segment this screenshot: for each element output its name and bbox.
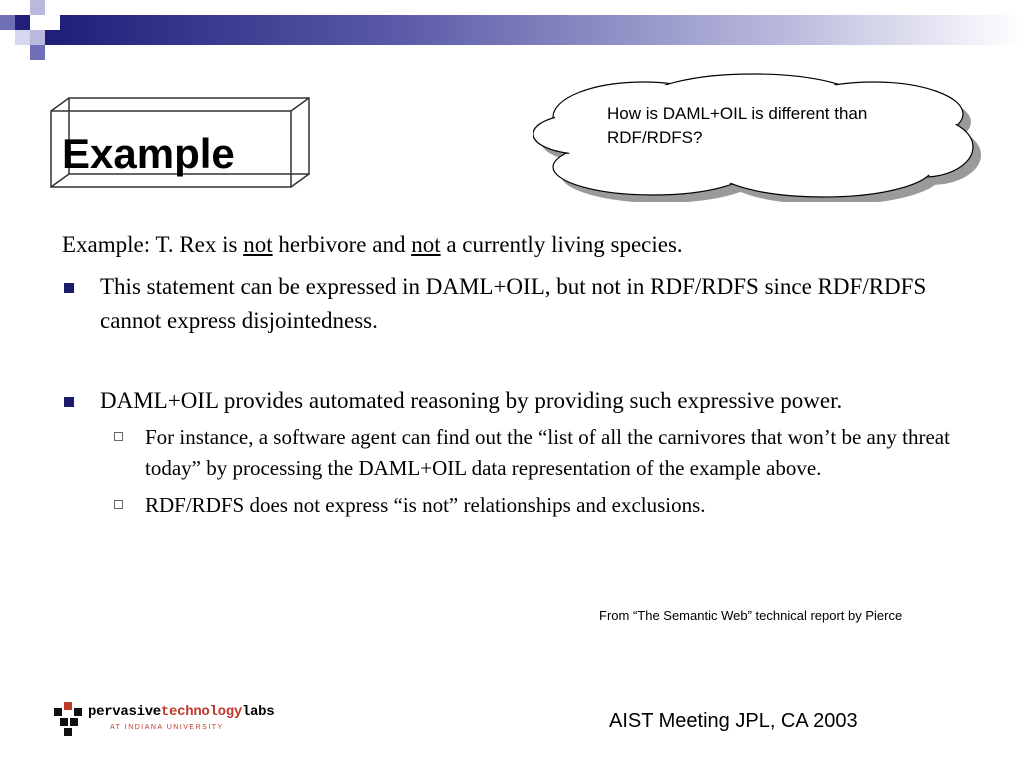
logo-wordmark	[88, 704, 274, 720]
source-citation: From “The Semantic Web” technical report by Pierce	[599, 608, 903, 623]
bullet-item	[62, 270, 962, 338]
logo-main: pervasive	[88, 704, 161, 720]
sub-bullet-text: For instance, a software agent can find out the “list of all the carnivores that won’t be any threat today” by processing the DAML+OIL data representation of the example above.	[145, 425, 950, 480]
intro-not-1: not	[243, 232, 273, 257]
logo-accent: technology	[160, 704, 242, 720]
sub-bullet-item	[62, 422, 962, 484]
intro-not-2: not	[411, 232, 441, 257]
footer-meeting-label: AIST Meeting JPL, CA 2003	[609, 710, 858, 732]
bullet-item	[62, 384, 962, 418]
intro-line	[62, 230, 962, 260]
bullet-text: This statement can be expressed in DAML+OIL, but not in RDF/RDFS since RDF/RDFS cannot express disjointedness.	[100, 274, 927, 333]
slide-title: Example	[62, 130, 235, 177]
square-bullet-icon	[64, 397, 74, 407]
sub-bullet-item	[62, 490, 962, 521]
hollow-square-bullet-icon	[114, 432, 123, 441]
square-bullet-icon	[64, 283, 74, 293]
bullet-text: DAML+OIL provides automated reasoning by providing such expressive power.	[100, 388, 843, 413]
logo-mark-icon	[54, 702, 84, 736]
intro-middle: herbivore and	[272, 232, 412, 257]
slide-body	[62, 230, 962, 521]
pervasive-technology-labs-logo	[54, 702, 275, 741]
hollow-square-bullet-icon	[114, 500, 123, 509]
logo-subtitle: AT INDIANA UNIVERSITY	[110, 724, 224, 731]
callout-question: How is DAML+OIL is different than RDF/RDFS?	[607, 104, 868, 147]
intro-prefix: Example: T. Rex is	[62, 232, 244, 257]
header-gradient-band	[60, 15, 1024, 45]
intro-suffix: a currently living species.	[440, 232, 683, 257]
logo-end: labs	[241, 704, 275, 720]
sub-bullet-text: RDF/RDFS does not express “is not” relationships and exclusions.	[145, 493, 706, 517]
